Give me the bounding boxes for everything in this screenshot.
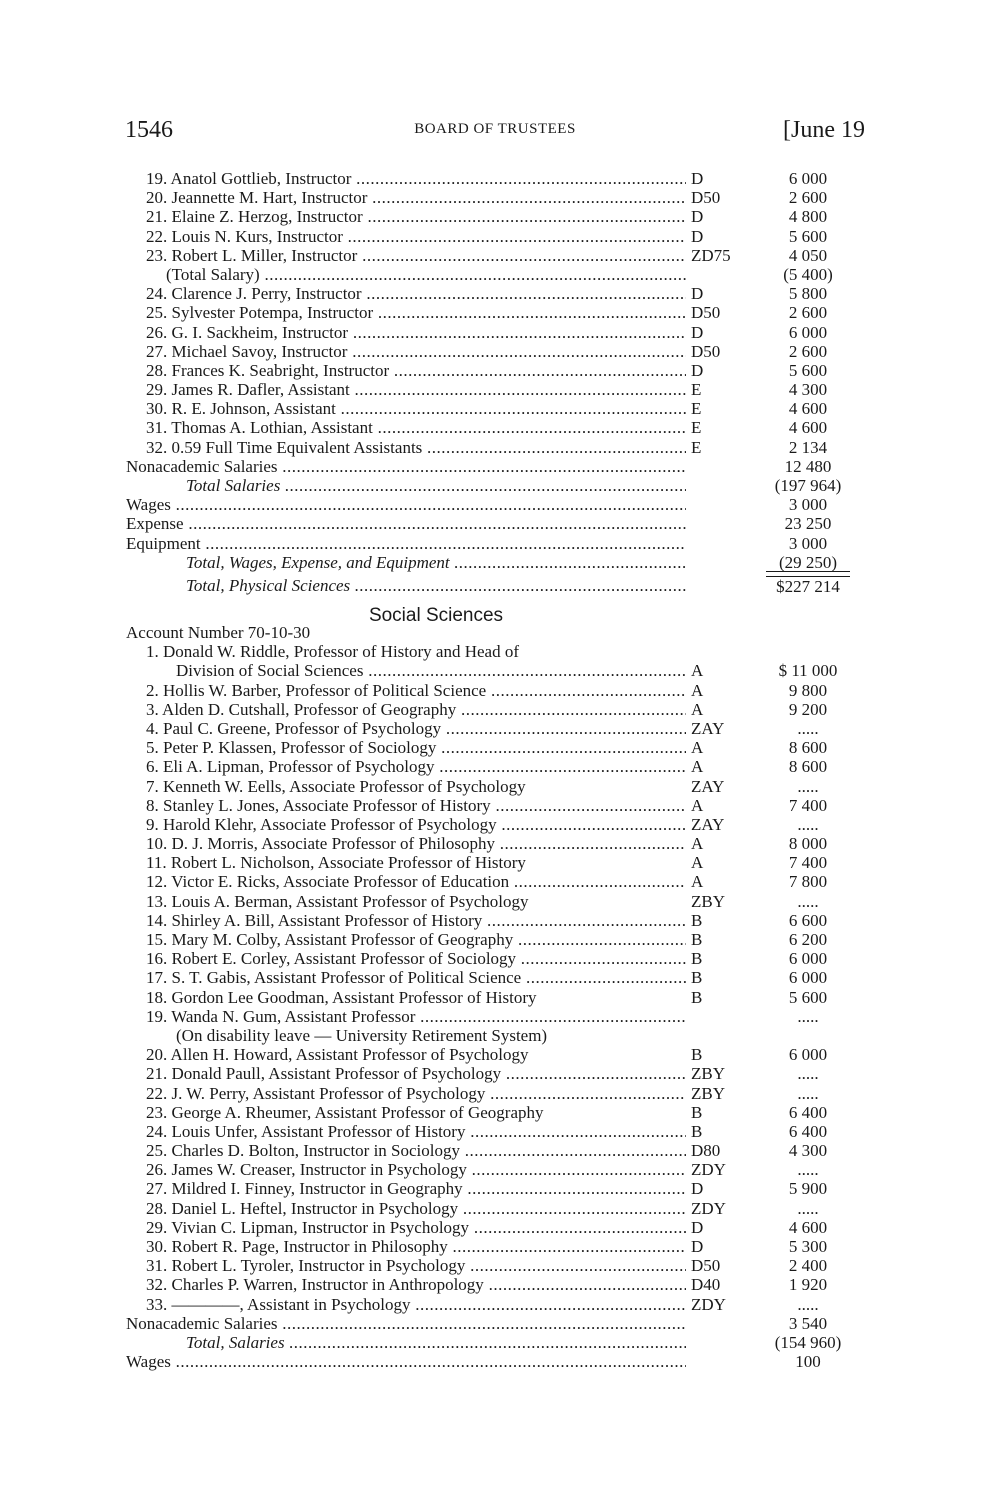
table-row bbox=[146, 265, 862, 284]
row-code: ZAY bbox=[691, 718, 725, 738]
row-label: Total, Physical Sciences ..... bbox=[186, 576, 686, 595]
row-amount: (5 400) bbox=[783, 264, 833, 284]
row-code: B bbox=[691, 1102, 703, 1122]
table-row bbox=[146, 815, 862, 834]
header-date: [June 19 bbox=[783, 117, 865, 143]
table-row bbox=[146, 738, 862, 757]
table-row bbox=[146, 1045, 862, 1064]
row-amount: ..... bbox=[797, 1083, 819, 1103]
row-amount: 100 bbox=[795, 1352, 821, 1372]
table-row bbox=[146, 681, 862, 700]
row-code: A bbox=[691, 757, 704, 777]
row-label: 21. Donald Paull, Assistant Professor of Psychology ..... bbox=[146, 1064, 686, 1083]
row-label: 29. Vivian C. Lipman, Instructor in Psychology ..... bbox=[146, 1218, 686, 1237]
table-row bbox=[146, 323, 862, 342]
row-label: 4. Paul C. Greene, Professor of Psychology ..... bbox=[146, 719, 686, 738]
table-row bbox=[146, 1026, 862, 1045]
table-row bbox=[126, 623, 862, 642]
table-row bbox=[146, 1218, 862, 1237]
row-code: B bbox=[691, 1045, 703, 1065]
row-label: 20. Jeannette M. Hart, Instructor ..... bbox=[146, 188, 686, 207]
row-code: ZAY bbox=[691, 814, 725, 834]
row-code: B bbox=[691, 910, 703, 930]
row-code: D50 bbox=[691, 341, 721, 361]
row-code: A bbox=[691, 853, 704, 873]
table-row bbox=[146, 930, 862, 949]
row-amount: 4 300 bbox=[788, 380, 828, 400]
row-label: 30. Robert R. Page, Instructor in Philosophy ..... bbox=[146, 1237, 686, 1256]
row-amount: 9 200 bbox=[788, 699, 828, 719]
row-amount: 23 250 bbox=[784, 514, 832, 534]
row-amount: 2 600 bbox=[788, 341, 828, 361]
row-code: A bbox=[691, 680, 704, 700]
row-amount: 5 300 bbox=[788, 1237, 828, 1256]
table-row bbox=[146, 399, 862, 418]
row-code: D bbox=[691, 1217, 704, 1237]
table-row bbox=[146, 1122, 862, 1141]
row-label: 21. Elaine Z. Herzog, Instructor ..... bbox=[146, 207, 686, 226]
table-row bbox=[126, 1352, 862, 1372]
row-label: Division of Social Sciences ..... bbox=[176, 661, 686, 680]
row-code: D bbox=[691, 1237, 704, 1256]
row-amount: ..... bbox=[797, 891, 819, 911]
table-row bbox=[146, 418, 862, 437]
row-amount: 8 600 bbox=[788, 757, 828, 777]
row-code: B bbox=[691, 987, 703, 1007]
table-row bbox=[146, 342, 862, 361]
row-code: ZBY bbox=[691, 1064, 725, 1084]
table-row bbox=[126, 495, 862, 515]
row-code: A bbox=[691, 834, 704, 854]
table-row bbox=[146, 303, 862, 322]
row-amount: $227 214 bbox=[766, 576, 850, 596]
row-code: E bbox=[691, 418, 702, 438]
row-amount: ..... bbox=[797, 1160, 819, 1180]
row-label: 27. Michael Savoy, Instructor ..... bbox=[146, 342, 686, 361]
row-label: 15. Mary M. Colby, Assistant Professor of Geography ..... bbox=[146, 930, 686, 949]
row-code: ZBY bbox=[691, 1083, 725, 1103]
table-row bbox=[146, 553, 862, 572]
row-amount: ..... bbox=[797, 1064, 819, 1084]
row-label: 27. Mildred I. Finney, Instructor in Geography ..... bbox=[146, 1179, 686, 1198]
table-row bbox=[146, 1199, 862, 1218]
row-amount: 5 900 bbox=[788, 1179, 828, 1199]
table-row bbox=[146, 361, 862, 380]
row-amount: (154 960) bbox=[774, 1332, 842, 1352]
row-amount: 5 600 bbox=[788, 226, 828, 246]
row-label: Total, Salaries ..... bbox=[186, 1333, 686, 1352]
row-label: Wages ..... bbox=[126, 495, 686, 514]
row-label: 24. Louis Unfer, Assistant Professor of History ..... bbox=[146, 1122, 686, 1141]
table-row bbox=[146, 796, 862, 815]
row-code: D40 bbox=[691, 1275, 721, 1295]
row-label: 32. Charles P. Warren, Instructor in Anthropology ..... bbox=[146, 1275, 686, 1294]
row-label: 7. Kenneth W. Eells, Associate Professor of Psychology bbox=[146, 776, 526, 796]
row-label: 20. Allen H. Howard, Assistant Professor of Psychology bbox=[146, 1045, 529, 1065]
table-row bbox=[146, 892, 862, 911]
row-label: 26. James W. Creaser, Instructor in Psychology ..... bbox=[146, 1160, 686, 1179]
table-row bbox=[146, 968, 862, 987]
row-label: 19. Wanda N. Gum, Assistant Professor ..... bbox=[146, 1007, 686, 1026]
row-label: 30. R. E. Johnson, Assistant ..... bbox=[146, 399, 686, 418]
table-row bbox=[146, 1084, 862, 1103]
row-code: D bbox=[691, 360, 704, 380]
table-row bbox=[146, 380, 862, 399]
table-row bbox=[146, 872, 862, 891]
row-amount: (29 250) bbox=[766, 553, 850, 572]
row-amount: 2 600 bbox=[788, 188, 828, 208]
table-row bbox=[146, 1007, 862, 1026]
row-amount: 3 000 bbox=[788, 495, 828, 515]
row-code: A bbox=[691, 795, 704, 815]
table-row bbox=[146, 988, 862, 1007]
row-amount: 4 800 bbox=[788, 207, 828, 227]
row-code: E bbox=[691, 399, 702, 419]
row-code: A bbox=[691, 738, 704, 758]
row-amount: 4 050 bbox=[788, 245, 828, 265]
row-code: ZAY bbox=[691, 776, 725, 796]
row-label: 31. Robert L. Tyroler, Instructor in Psychology ..... bbox=[146, 1256, 686, 1275]
row-amount: 2 400 bbox=[788, 1256, 828, 1276]
row-label: 1. Donald W. Riddle, Professor of History and Head of bbox=[146, 642, 520, 662]
social-sciences-budget-table bbox=[126, 623, 862, 1372]
row-label: 16. Robert E. Corley, Assistant Professor of Sociology ..... bbox=[146, 949, 686, 968]
row-label: 25. Charles D. Bolton, Instructor in Sociology ..... bbox=[146, 1141, 686, 1160]
table-row bbox=[146, 284, 862, 303]
row-label: 32. 0.59 Full Time Equivalent Assistants ..... bbox=[146, 438, 686, 457]
row-code: E bbox=[691, 437, 702, 457]
row-label: Account Number 70-10-30 bbox=[126, 623, 311, 642]
row-amount: 6 000 bbox=[788, 169, 828, 188]
table-row bbox=[146, 438, 862, 457]
row-label: 33. ————, Assistant in Psychology ..... bbox=[146, 1295, 686, 1314]
row-amount: 1 920 bbox=[788, 1275, 828, 1295]
row-amount: 4 600 bbox=[788, 1217, 828, 1237]
table-row bbox=[146, 1275, 862, 1294]
table-row bbox=[146, 576, 862, 595]
row-label: 2. Hollis W. Barber, Professor of Political Science ..... bbox=[146, 681, 686, 700]
row-label: 13. Louis A. Berman, Assistant Professor of Psychology bbox=[146, 891, 529, 911]
row-amount: 5 800 bbox=[788, 284, 828, 304]
row-code: E bbox=[691, 380, 702, 400]
row-label: Nonacademic Salaries ..... bbox=[126, 1314, 686, 1333]
row-label: 26. G. I. Sackheim, Instructor ..... bbox=[146, 323, 686, 342]
row-amount: 6 200 bbox=[788, 930, 828, 949]
row-label: 31. Thomas A. Lothian, Assistant ..... bbox=[146, 418, 686, 437]
row-label: 19. Anatol Gottlieb, Instructor ..... bbox=[146, 169, 686, 188]
row-code: B bbox=[691, 968, 703, 988]
row-amount: 5 600 bbox=[788, 360, 828, 380]
row-code: A bbox=[691, 699, 704, 719]
row-label: 22. Louis N. Kurs, Instructor ..... bbox=[146, 227, 686, 246]
row-amount: 6 000 bbox=[788, 949, 828, 969]
table-row bbox=[146, 757, 862, 776]
table-row bbox=[146, 1064, 862, 1083]
row-label: 29. James R. Dafler, Assistant ..... bbox=[146, 380, 686, 399]
table-row bbox=[146, 169, 862, 188]
row-amount: 4 300 bbox=[788, 1141, 828, 1161]
row-label: 22. J. W. Perry, Assistant Professor of Psychology ..... bbox=[146, 1084, 686, 1103]
table-row bbox=[146, 1256, 862, 1275]
row-label: 18. Gordon Lee Goodman, Assistant Professor of History bbox=[146, 987, 537, 1007]
row-amount: 2 134 bbox=[788, 437, 828, 457]
table-row bbox=[146, 1141, 862, 1160]
table-row bbox=[146, 911, 862, 930]
row-amount: 6 400 bbox=[788, 1121, 828, 1141]
row-code: ZDY bbox=[691, 1294, 726, 1314]
row-code: D bbox=[691, 284, 704, 304]
table-row bbox=[146, 853, 862, 872]
row-label: 12. Victor E. Ricks, Associate Professor of Education ..... bbox=[146, 872, 686, 891]
table-row bbox=[146, 1103, 862, 1122]
row-code: A bbox=[691, 872, 704, 892]
row-label: 23. Robert L. Miller, Instructor ..... bbox=[146, 246, 686, 265]
row-amount: 3 540 bbox=[788, 1313, 828, 1333]
row-label: 14. Shirley A. Bill, Assistant Professor of History ..... bbox=[146, 911, 686, 930]
row-label: 9. Harold Klehr, Associate Professor of Psychology ..... bbox=[146, 815, 686, 834]
row-code: D bbox=[691, 226, 704, 246]
row-amount: $ 11 000 bbox=[778, 661, 838, 681]
table-row bbox=[146, 1179, 862, 1198]
table-row bbox=[146, 188, 862, 207]
row-amount: 5 600 bbox=[788, 987, 828, 1007]
row-label: 28. Frances K. Seabright, Instructor ..... bbox=[146, 361, 686, 380]
table-row bbox=[146, 1237, 862, 1256]
row-code: B bbox=[691, 949, 703, 969]
row-amount: ..... bbox=[797, 718, 819, 738]
table-row bbox=[146, 1333, 862, 1352]
table-row bbox=[146, 207, 862, 226]
row-amount: 12 480 bbox=[784, 456, 832, 476]
table-row bbox=[126, 514, 862, 534]
section-title: Social Sciences bbox=[368, 605, 504, 626]
row-code: A bbox=[691, 661, 704, 681]
row-label: Total Salaries ..... bbox=[186, 476, 686, 495]
row-label: 24. Clarence J. Perry, Instructor ..... bbox=[146, 284, 686, 303]
page-number: 1546 bbox=[125, 117, 173, 143]
row-code: ZD75 bbox=[691, 245, 731, 265]
row-amount: 4 600 bbox=[788, 399, 828, 419]
table-row bbox=[146, 661, 862, 680]
table-row bbox=[146, 777, 862, 796]
row-label: Nonacademic Salaries ..... bbox=[126, 457, 686, 476]
row-label: Wages ..... bbox=[126, 1352, 686, 1371]
row-amount: ..... bbox=[797, 1294, 819, 1314]
row-amount: 7 800 bbox=[788, 872, 828, 892]
row-code: D80 bbox=[691, 1141, 721, 1161]
running-head: BOARD OF TRUSTEES bbox=[414, 121, 576, 137]
row-label: Expense ..... bbox=[126, 514, 686, 533]
row-amount: ..... bbox=[797, 776, 819, 796]
table-row bbox=[146, 949, 862, 968]
table-row bbox=[146, 227, 862, 246]
row-amount: (197 964) bbox=[774, 476, 842, 495]
row-code: D bbox=[691, 322, 704, 342]
row-label: 5. Peter P. Klassen, Professor of Sociology ..... bbox=[146, 738, 686, 757]
row-amount: 8 600 bbox=[788, 738, 828, 758]
table-row bbox=[146, 642, 862, 661]
page-header bbox=[125, 117, 865, 147]
row-label: 8. Stanley L. Jones, Associate Professor of History ..... bbox=[146, 796, 686, 815]
row-code: ZDY bbox=[691, 1198, 726, 1218]
row-label: 3. Alden D. Cutshall, Professor of Geography ..... bbox=[146, 700, 686, 719]
row-amount: 7 400 bbox=[788, 795, 828, 815]
row-code: B bbox=[691, 1121, 703, 1141]
row-label: Equipment ..... bbox=[126, 534, 686, 553]
row-amount: 4 600 bbox=[788, 418, 828, 438]
row-label: 23. George A. Rheumer, Assistant Professor of Geography bbox=[146, 1102, 544, 1122]
table-row bbox=[146, 246, 862, 265]
row-label: (Total Salary) ..... bbox=[166, 265, 686, 284]
row-label: 25. Sylvester Potempa, Instructor ..... bbox=[146, 303, 686, 322]
row-amount: 6 600 bbox=[788, 910, 828, 930]
row-code: B bbox=[691, 930, 703, 949]
row-code: ZDY bbox=[691, 1160, 726, 1180]
table-row bbox=[146, 834, 862, 853]
row-amount: 8 000 bbox=[788, 834, 828, 854]
row-amount: 6 400 bbox=[788, 1102, 828, 1122]
table-row bbox=[146, 476, 862, 495]
row-amount: 6 000 bbox=[788, 322, 828, 342]
row-amount: 3 000 bbox=[788, 533, 828, 553]
row-label: 10. D. J. Morris, Associate Professor of Philosophy ..... bbox=[146, 834, 686, 853]
table-row bbox=[126, 1313, 862, 1333]
row-amount: 6 000 bbox=[788, 1045, 828, 1065]
row-amount: ..... bbox=[797, 1198, 819, 1218]
row-code: ZBY bbox=[691, 891, 725, 911]
row-code: D50 bbox=[691, 188, 721, 208]
row-label: 6. Eli A. Lipman, Professor of Psychology ..... bbox=[146, 757, 686, 776]
table-row bbox=[146, 719, 862, 738]
row-code: D bbox=[691, 207, 704, 227]
row-code: D bbox=[691, 169, 704, 188]
row-amount: ..... bbox=[797, 814, 819, 834]
row-label: Total, Wages, Expense, and Equipment ..... bbox=[186, 553, 686, 572]
table-row bbox=[146, 700, 862, 719]
row-code: D bbox=[691, 1179, 704, 1199]
row-amount: 7 400 bbox=[788, 853, 828, 873]
row-label: 11. Robert L. Nicholson, Associate Professor of History bbox=[146, 853, 526, 873]
table-row bbox=[146, 1295, 862, 1314]
table-row bbox=[146, 1160, 862, 1179]
row-label: (On disability leave — University Retirement System) bbox=[176, 1025, 548, 1045]
row-label: 17. S. T. Gabis, Assistant Professor of Political Science ..... bbox=[146, 968, 686, 987]
row-amount: 6 000 bbox=[788, 968, 828, 988]
row-amount: ..... bbox=[797, 1006, 819, 1026]
table-row bbox=[126, 533, 862, 553]
row-code: D50 bbox=[691, 303, 721, 323]
row-amount: 9 800 bbox=[788, 680, 828, 700]
row-code: D50 bbox=[691, 1256, 721, 1276]
row-amount: 2 600 bbox=[788, 303, 828, 323]
row-label: 28. Daniel L. Heftel, Instructor in Psychology ..... bbox=[146, 1199, 686, 1218]
physical-sciences-budget-table bbox=[126, 169, 862, 596]
table-row bbox=[126, 456, 862, 476]
